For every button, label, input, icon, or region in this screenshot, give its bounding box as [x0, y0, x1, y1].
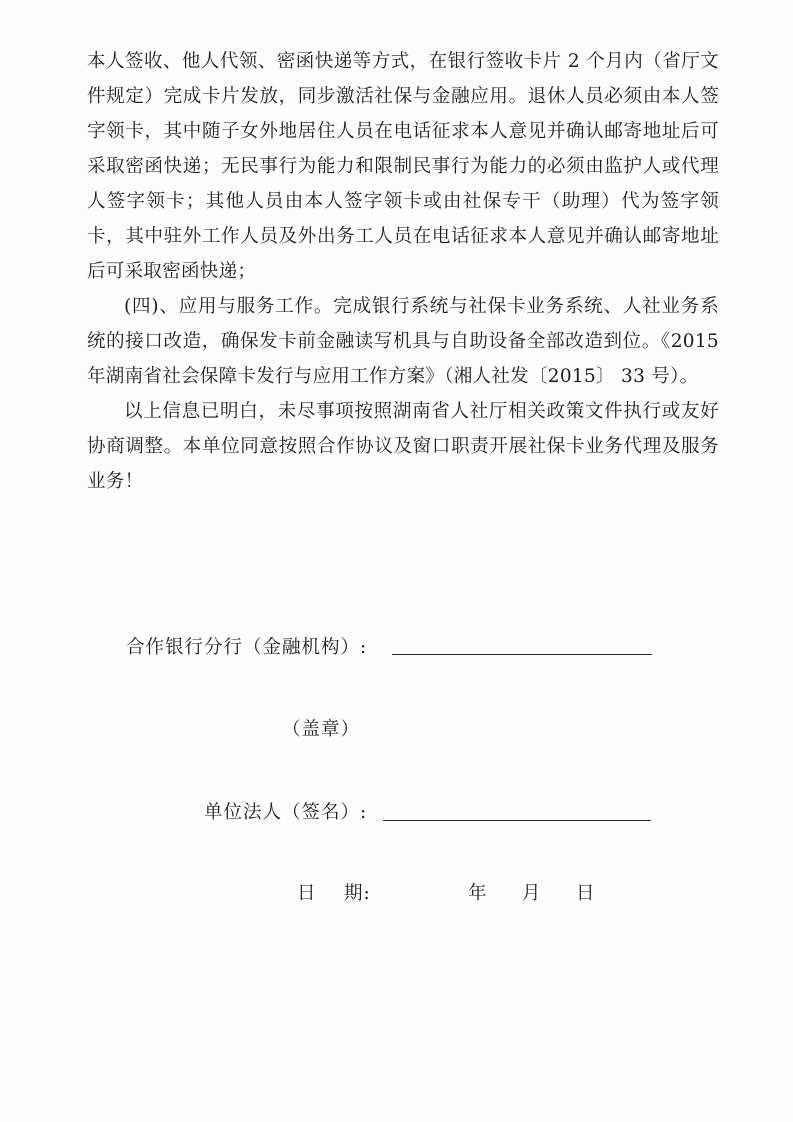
bank-branch-label: 合作银行分行（金融机构）: — [126, 637, 368, 658]
bank-branch-signature-line[interactable] — [392, 654, 652, 655]
date-month-label: 月 — [522, 883, 541, 904]
date-day-label: 日 — [576, 883, 595, 904]
paragraph-card-distribution: 本人签收、他人代领、密函快递等方式，在银行签收卡片 2 个月内（省厅文件规定）完成卡片发放，同步激活社保与金融应用。退休人员必须由本人签字领卡，其中随子女外地居住人员在电话征求本人意见并确认邮寄地址后可采取密函快递；无民事行为能力和限制民事行为能力的必须由监护人或代理人签字领卡；其他人员由本人签字领卡或由社保专干（助理）代为签字领卡，其中驻外工作人员及外出务工人员在电话征求本人意见并确认邮寄地址后可采取密函快递； — [87, 51, 719, 282]
paragraph-agreement: 以上信息已明白，未尽事项按照湖南省人社厅相关政策文件执行或友好协商调整。本单位同意按照合作协议及窗口职责开展社保卡业务代理及服务业务！ — [87, 401, 719, 492]
document-body — [87, 44, 719, 499]
date-year-label: 年 — [468, 883, 487, 904]
date-label: 日 期: — [297, 883, 371, 904]
legal-representative-label: 单位法人（签名）: — [204, 802, 368, 823]
paragraph-application-service: (四)、应用与服务工作。完成银行系统与社保卡业务系统、人社业务系统的接口改造，确保发卡前金融读写机具与自助设备全部改造到位。《2015 年湖南省社会保障卡发行与应用工作方案》（湘人社发〔2015〕 33 号）。 — [87, 296, 719, 387]
seal-label: （盖章） — [282, 719, 361, 740]
legal-representative-signature-line[interactable] — [383, 820, 651, 821]
